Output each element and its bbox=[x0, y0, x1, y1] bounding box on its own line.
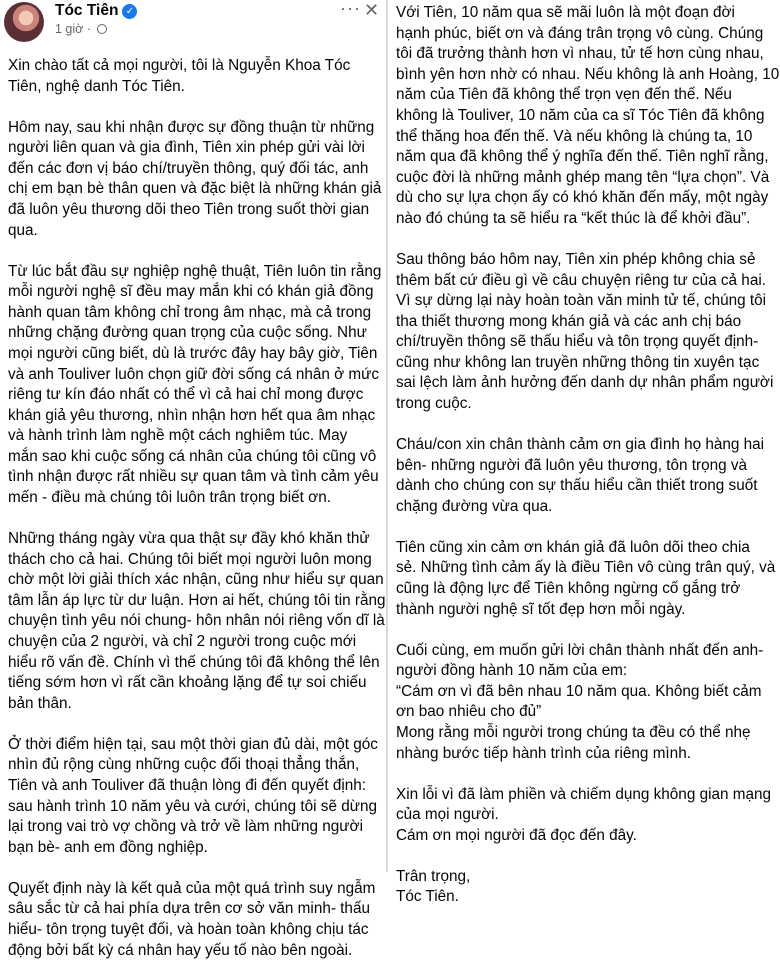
text-line: người đồng hành 10 năm của em: bbox=[396, 662, 628, 680]
text-line: những chặng đường quan trọng của cuộc sống. Như bbox=[8, 324, 367, 342]
text-line: và anh Touliver luôn chọn giữ đời sống cá nhân ở mức bbox=[8, 365, 380, 383]
text-line: và hành trình làm nghề một cách nghiêm túc. May bbox=[8, 427, 348, 445]
text-line: Vì sự dừng lại này hoàn toàn văn minh tử tế, chúng tôi bbox=[396, 292, 767, 310]
post-paragraph bbox=[0, 56, 386, 97]
post-body-left bbox=[0, 56, 386, 961]
text-line: mắn sao khi cuộc sống cá nhân của chúng tôi cũng vô bbox=[8, 447, 377, 465]
post-paragraph bbox=[388, 785, 780, 847]
text-line: động bởi bất kỳ cá nhân hay yếu tố nào bên ngoài. bbox=[8, 941, 353, 959]
text-line: chặng đường vừa qua. bbox=[396, 497, 553, 515]
post-time[interactable]: 1 giờ bbox=[55, 22, 84, 36]
text-line: của mọi người. bbox=[396, 806, 499, 824]
text-line: Cháu/con xin chân thành cảm ơn gia đình họ hàng hai bbox=[396, 436, 765, 454]
text-line: sai lệch làm ảnh hưởng đến danh dự nhân phẩm người bbox=[396, 374, 774, 392]
text-line: “Cám ơn vì đã bên nhau 10 năm qua. Không biết cảm bbox=[396, 682, 762, 700]
text-line: Xin lỗi vì đã làm phiền và chiếm dụng không gian mạng bbox=[396, 785, 772, 803]
text-line: Tiên, nghệ danh Tóc Tiên. bbox=[8, 77, 185, 95]
text-line: trong cuộc. bbox=[396, 395, 472, 413]
text-line: lại trong vai trò vợ chồng và trở về làm những người bbox=[8, 818, 363, 836]
text-line: chuyện tình yêu nói chung- hôn nhân nói riêng vốn dĩ là bbox=[8, 612, 385, 630]
text-line: tha thiết thương mong khán giả và các anh chị báo bbox=[396, 312, 742, 330]
post-paragraph bbox=[388, 3, 780, 230]
text-line: chí/truyền thông sẽ thấu hiểu và tôn trọng quyết định- bbox=[396, 333, 759, 351]
text-line: nào đó chúng ta sẽ hiểu ra “kết thúc là để khởi đầu”. bbox=[396, 209, 751, 227]
text-line: tâm lẫn áp lực từ dư luận. Hơn ai hết, chúng tôi tin rằng bbox=[8, 591, 386, 609]
text-line: Tiên và anh Touliver đã thuận lòng đi đến quyết định: bbox=[8, 776, 367, 794]
text-line: thành người nghệ sĩ tốt đẹp hơn mỗi ngày. bbox=[396, 600, 686, 618]
text-line: hiểu- tôn trọng tuyệt đối, và hoàn toàn không chịu tác bbox=[8, 920, 369, 938]
text-line: khán giả yêu thương, nhìn nhận hơn hết qua âm nhạc bbox=[8, 406, 376, 424]
post-paragraph bbox=[388, 867, 780, 908]
text-line: chị em bạn bè thân quen và đặc biệt là những khán giả bbox=[8, 180, 382, 198]
text-line: Từ lúc bắt đầu sự nghiệp nghệ thuật, Tiên luôn tin rằng bbox=[8, 262, 382, 280]
author-name-row[interactable] bbox=[55, 2, 137, 20]
text-line: cũng như không lan truyền những thông tin xuyên tạc bbox=[396, 353, 760, 371]
avatar[interactable] bbox=[4, 2, 44, 42]
text-line: tình nhận được rất nhiều sự quan tâm và tình cảm yêu bbox=[8, 468, 379, 486]
post-paragraph bbox=[388, 435, 780, 517]
text-line: Tiên cũng xin cảm ơn khán giả đã luôn dõi theo chia bbox=[396, 538, 750, 556]
text-line: Với Tiên, 10 năm qua sẽ mãi luôn là một đoạn đời bbox=[396, 4, 735, 21]
text-line: bản thân. bbox=[8, 694, 72, 712]
text-line: sâu sắc từ cả hai phía dựa trên cơ sở văn minh- thấu bbox=[8, 900, 370, 918]
text-line: Xin chào tất cả mọi người, tôi là Nguyễn Khoa Tóc bbox=[8, 57, 351, 74]
post-column-left bbox=[0, 0, 386, 961]
text-line: Ở thời điểm hiện tại, sau một thời gian đủ dài, một góc bbox=[8, 735, 378, 753]
text-line: qua. bbox=[8, 221, 38, 239]
text-line: Trân trọng, bbox=[396, 867, 471, 885]
text-line: dù cho sự lựa chọn ấy có khó khăn đến mấy, một ngày bbox=[396, 189, 769, 207]
text-line: nhàng bước tiếp hành trình của riêng mình. bbox=[396, 744, 691, 762]
text-line: Cám ơn mọi người đã đọc đến đây. bbox=[396, 826, 637, 844]
text-line: hạnh phúc, biết ơn và đáng trân trọng vô cùng. Chúng bbox=[396, 24, 764, 42]
post-paragraph bbox=[0, 879, 386, 961]
text-line: thách cho cả hai. Chúng tôi biết mọi người luôn mong bbox=[8, 550, 372, 568]
text-line: bình yên hơn nhờ có nhau. Nếu không là anh Hoàng, 10 bbox=[396, 65, 780, 83]
text-line: người liên quan và gia đình, Tiên xin phép gửi vài lời bbox=[8, 139, 365, 157]
post-header bbox=[0, 0, 386, 56]
more-options-icon[interactable]: ··· bbox=[340, 0, 361, 18]
text-line: năm qua đã không thể ý nghĩa đến thế. Tiên nghĩ rằng, bbox=[396, 148, 769, 166]
text-line: chờ một lời giải thích xác nhận, cũng như hiểu sự quan bbox=[8, 571, 384, 589]
close-icon[interactable]: ✕ bbox=[364, 0, 380, 20]
text-line: dành cho chúng con sự thấu hiểu cần thiết trong suốt bbox=[396, 477, 758, 495]
text-line: tiếng sớm hơn vì rất cần khoảng lặng để tự soi chiếu bbox=[8, 674, 367, 692]
text-line: mọi người cũng biết, dù là trước đây hay bây giờ, Tiên bbox=[8, 344, 378, 362]
text-line: cuộc đời là những mảnh ghép mang tên “lựa chọn”. Và bbox=[396, 168, 770, 186]
text-line: thể thăng hoa đến thế. Và nếu không là chúng ta, 10 bbox=[396, 127, 753, 145]
post-meta: 1 giờ · bbox=[55, 22, 107, 36]
verified-badge-icon: ✓ bbox=[122, 4, 137, 19]
post-paragraph bbox=[0, 735, 386, 859]
text-line: Sau thông báo hôm nay, Tiên xin phép không chia sẻ bbox=[396, 250, 756, 268]
text-line: Tóc Tiên. bbox=[396, 888, 459, 906]
text-line: đến các đơn vị báo chí/truyền thông, quý đối tác, anh bbox=[8, 159, 369, 177]
text-line: Cuối cùng, em muốn gửi lời chân thành nhất đến anh- bbox=[396, 641, 764, 659]
text-line: cũng là động lực để Tiên không ngừng cố gắng trở bbox=[396, 580, 741, 598]
text-line: bạn bè- anh em đồng nghiệp. bbox=[8, 838, 208, 856]
globe-icon bbox=[97, 24, 107, 34]
post-paragraph bbox=[0, 262, 386, 509]
text-line: hành quan tâm không chỉ trong âm nhạc, mà cả trong bbox=[8, 303, 372, 321]
text-line: Mong rằng mỗi người trong chúng ta đều có thể nhẹ bbox=[396, 723, 751, 741]
post-paragraph bbox=[388, 250, 780, 415]
post-paragraph bbox=[388, 641, 780, 765]
text-line: thêm bất cứ điều gì về câu chuyện riêng tư của cả hai. bbox=[396, 271, 766, 289]
text-line: tôi đã trưởng thành hơn vì nhau, tử tế hơn cùng nhau, bbox=[396, 45, 764, 63]
text-line: riêng tư kín đáo nhất có thể vì cả hai chỉ mong được bbox=[8, 386, 364, 404]
text-line: Quyết định này là kết quả của một quá trình suy ngẫm bbox=[8, 879, 376, 897]
text-line: Những tháng ngày vừa qua thật sự đầy khó khăn thử bbox=[8, 530, 370, 548]
post-body-right bbox=[388, 0, 780, 908]
post-paragraph bbox=[0, 529, 386, 714]
post-column-right bbox=[388, 0, 780, 908]
text-line: ơn bao nhiêu cho đủ” bbox=[396, 703, 542, 721]
author-name[interactable]: Tóc Tiên bbox=[55, 2, 119, 19]
text-line: mỗi người nghệ sĩ đều may mắn khi có khán giả đồng bbox=[8, 283, 374, 301]
text-line: sau hành trình 10 năm yêu và cưới, chúng tôi sẽ dừng bbox=[8, 797, 377, 815]
text-line: mến - điều mà chúng tôi luôn trân trọng biết ơn. bbox=[8, 489, 331, 507]
text-line: hiểu rõ vấn đề. Chính vì thế chúng tôi đã không thể lên bbox=[8, 653, 380, 671]
text-line: Hôm nay, sau khi nhận được sự đồng thuận từ những bbox=[8, 118, 375, 136]
post-paragraph bbox=[388, 538, 780, 620]
text-line: bên- những người đã luôn yêu thương, tôn trọng và bbox=[396, 456, 747, 474]
text-line: năm của Tiên đã không thể trọn vẹn đến thế. Nếu bbox=[396, 86, 732, 104]
text-line: không là Touliver, 10 năm của ca sĩ Tóc Tiên đã không bbox=[396, 106, 765, 124]
post-paragraph bbox=[0, 118, 386, 242]
text-line: đã luôn yêu thương dõi theo Tiên trong suốt thời gian bbox=[8, 200, 370, 218]
text-line: chuyện của 2 người, và chỉ 2 người trong cuộc mới bbox=[8, 633, 357, 651]
text-line: nhìn đủ rộng cùng những cuộc đối thoại thẳng thắn, bbox=[8, 756, 360, 774]
text-line: sẻ. Những tình cảm ấy là điều Tiên vô cùng trân quý, và bbox=[396, 559, 776, 577]
